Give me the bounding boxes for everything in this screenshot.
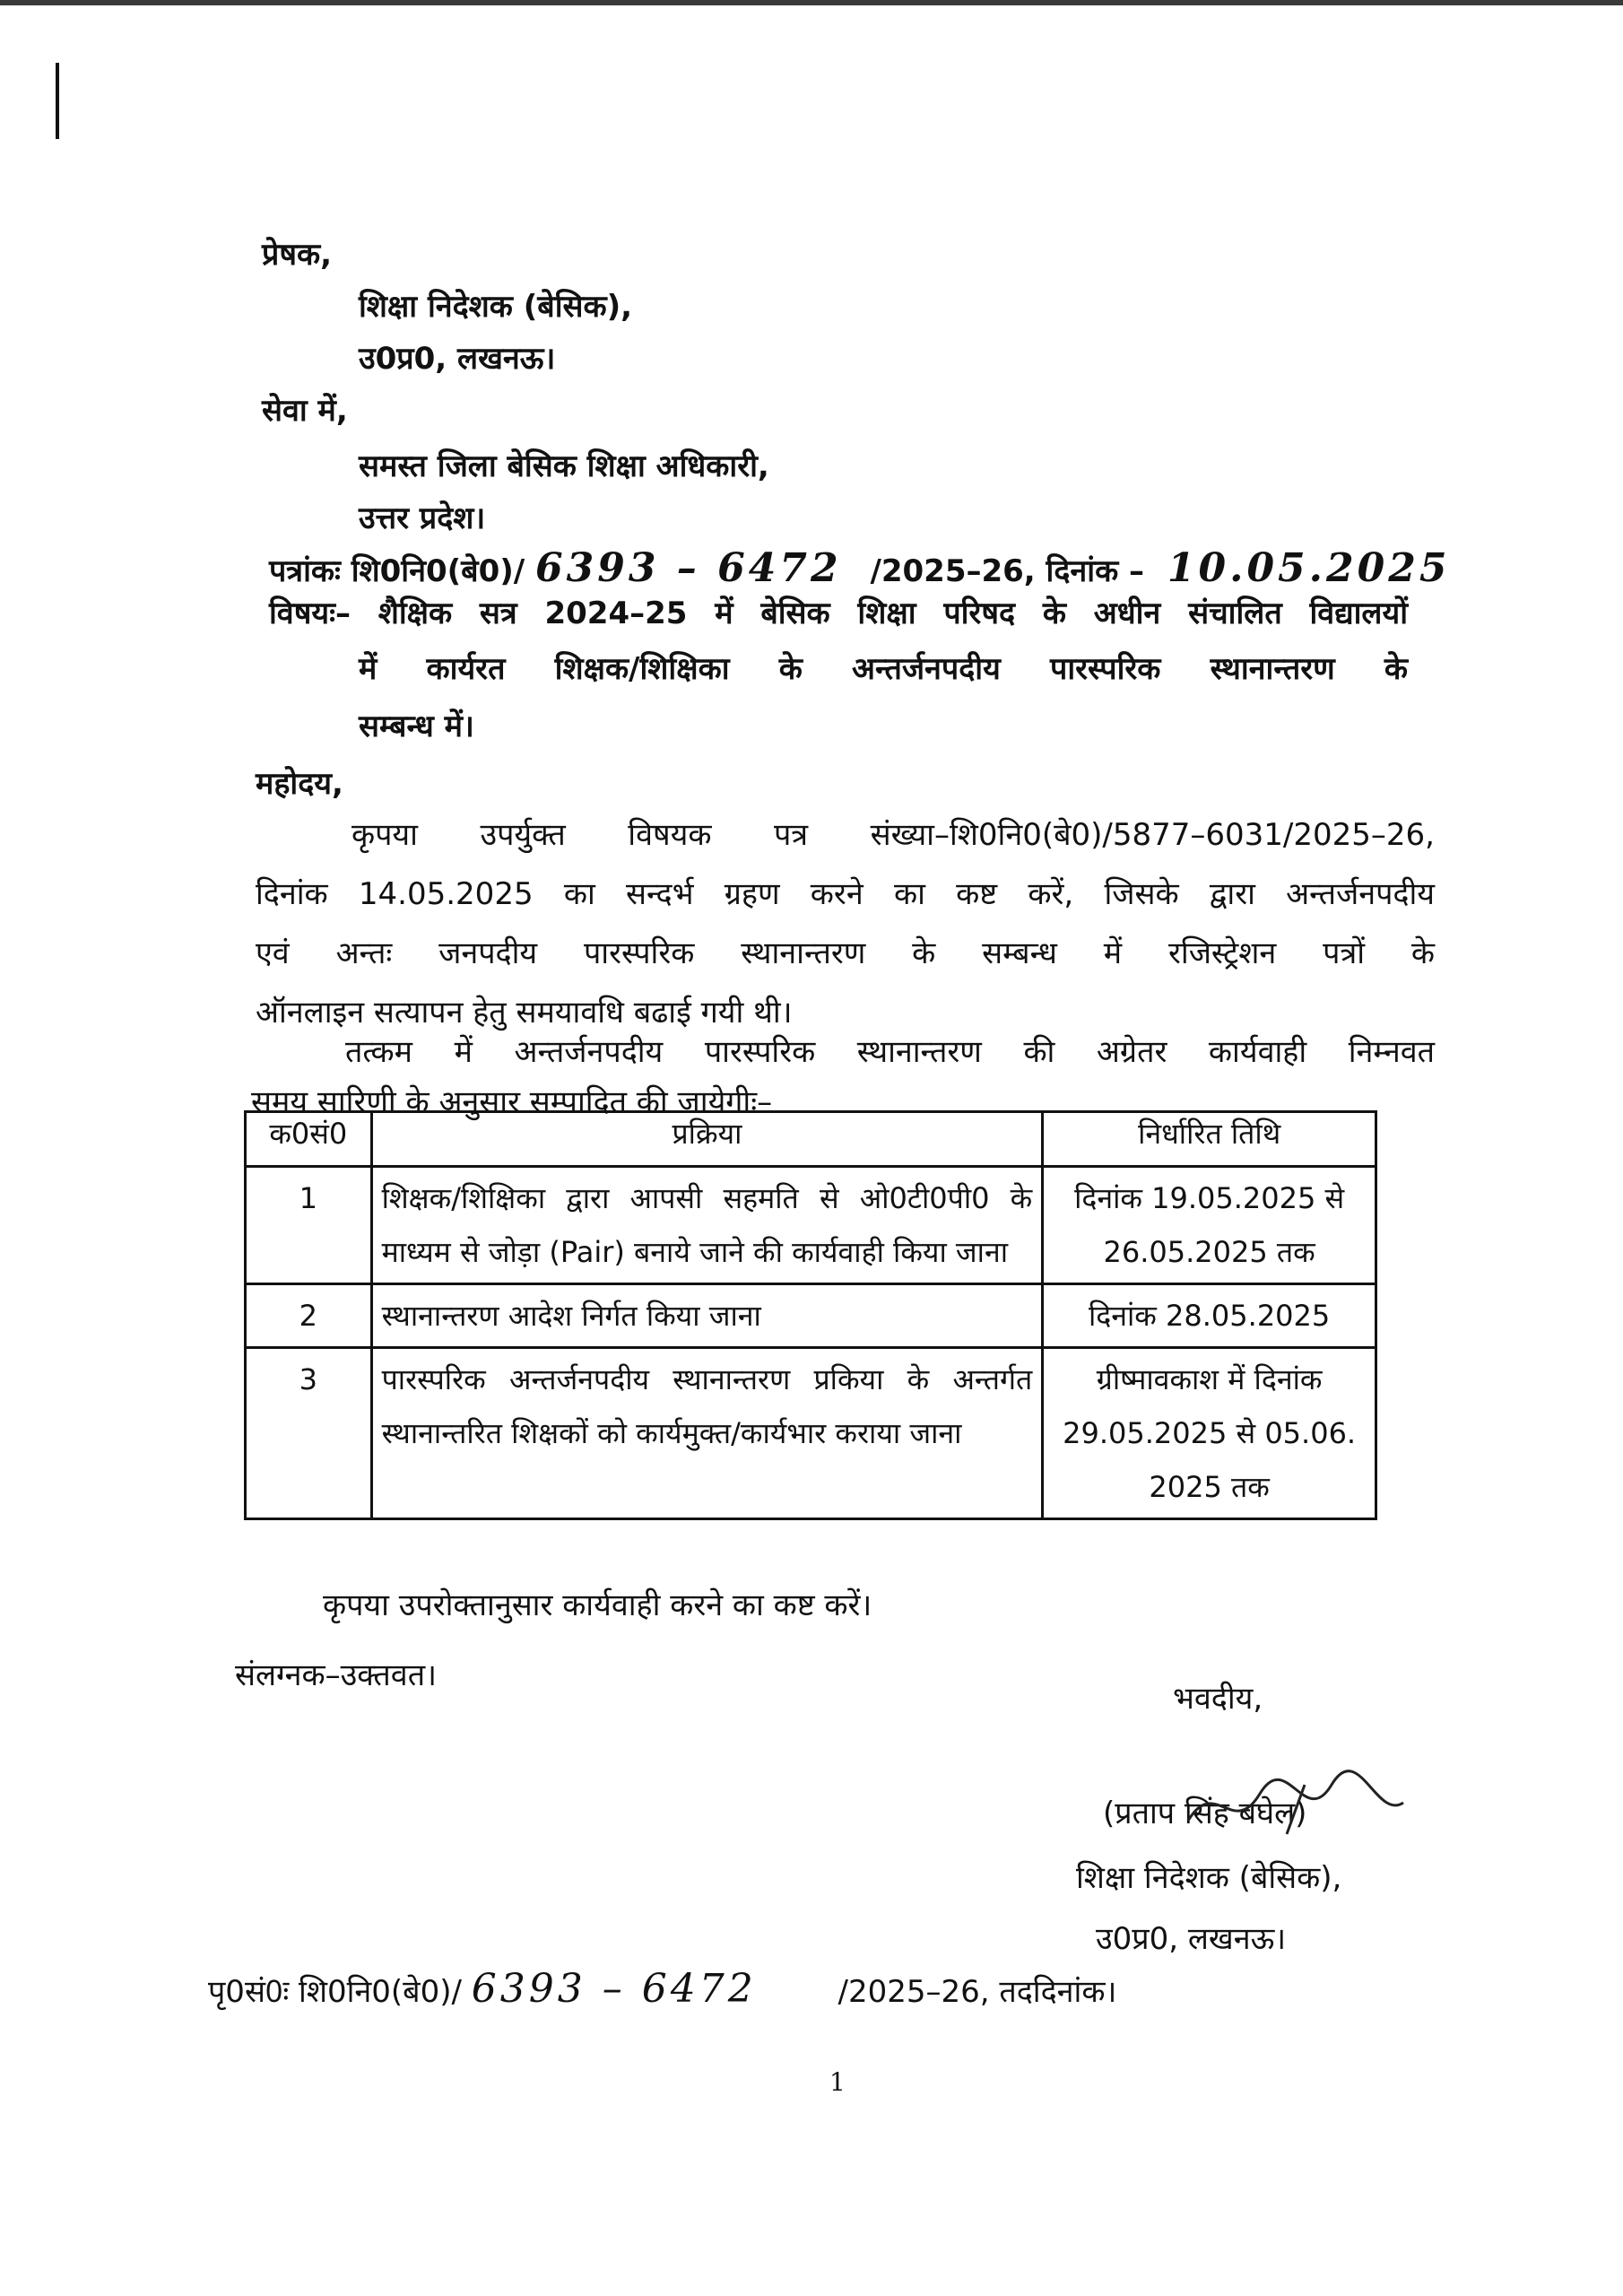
signatory-designation: शिक्षा निदेशक (बेसिक), xyxy=(1076,1860,1342,1896)
recipient-heading: सेवा में, xyxy=(262,393,348,429)
endorsement-handwritten-number: 6393 – 6472 xyxy=(471,1966,757,2012)
header-date: निर्धारित तिथि xyxy=(1043,1112,1376,1167)
header-serial: क0सं0 xyxy=(246,1112,372,1167)
reference-prefix: पत्रांकः शि0नि0(बे0)/ xyxy=(269,553,525,589)
subject-line-3: सम्बन्ध में। xyxy=(359,709,474,744)
signature-scribble xyxy=(1179,1767,1412,1848)
row-date: दिनांक 28.05.2025 xyxy=(1043,1284,1376,1348)
para2-line-1: तत्कम में अन्तर्जनपदीय पारस्परिक स्थानान्तरण की अग्रेतर कार्यवाही निम्नवत xyxy=(345,1034,1435,1070)
para1-line-3: एवं अन्तः जनपदीय पारस्परिक स्थानान्तरण के सम्बन्ध में रजिस्ट्रेशन पत्रों के xyxy=(256,935,1435,971)
signatory-place: उ0प्र0, लखनऊ। xyxy=(1096,1921,1287,1957)
subject-line-2: में कार्यरत शिक्षक/शिक्षिका के अन्तर्जनपदीय पारस्परिक स्थानान्तरण के xyxy=(359,651,1408,687)
recipient-name: समस्त जिला बेसिक शिक्षा अधिकारी, xyxy=(359,448,769,484)
page-number: 1 xyxy=(829,2067,846,2097)
sender-place: उ0प्र0, लखनऊ। xyxy=(359,341,556,377)
scan-top-edge xyxy=(0,0,1623,5)
sender-heading: प्रेषक, xyxy=(262,237,333,273)
reference-handwritten-date: 10.05.2025 xyxy=(1167,545,1451,591)
endorsement-line xyxy=(208,1966,1117,2012)
reference-middle: /2025–26, दिनांक – xyxy=(870,553,1145,589)
row-process: शिक्षक/शिक्षिका द्वारा आपसी सहमति से ओ0टी0पी0 के माध्यम से जोड़ा (Pair) बनाये जाने की कार्यवाही किया जाना xyxy=(371,1167,1043,1284)
subject-line-1: विषयः– शैक्षिक सत्र 2024–25 में बेसिक शिक्षा परिषद के अधीन संचालित विद्यालयों xyxy=(269,596,1408,631)
enclosure: संलग्नक–उक्तवत। xyxy=(235,1657,437,1693)
para2-line-2: समय सारिणी के अनुसार सम्पादित की जायेगीः– xyxy=(251,1084,773,1120)
signatory-name: (प्रताप सिंह बघेल) xyxy=(1103,1796,1307,1831)
closing-request: कृपया उपरोक्तानुसार कार्यवाही करने का कष्ट करें। xyxy=(323,1587,872,1623)
schedule-table xyxy=(244,1110,1377,1520)
table-row xyxy=(246,1348,1376,1519)
recipient-place: उत्तर प्रदेश। xyxy=(359,500,486,536)
reference-line xyxy=(269,545,1451,591)
row-process: स्थानान्तरण आदेश निर्गत किया जाना xyxy=(371,1284,1043,1348)
table-row xyxy=(246,1167,1376,1284)
table-row xyxy=(246,1284,1376,1348)
sender-name: शिक्षा निदेशक (बेसिक), xyxy=(359,289,633,325)
salutation: महोदय, xyxy=(256,766,343,802)
para1-line-1: कृपया उपर्युक्त विषयक पत्र संख्या–शि0नि0(बे0)/5877–6031/2025–26, xyxy=(352,817,1435,853)
row-serial: 2 xyxy=(246,1284,372,1348)
margin-pen-mark xyxy=(56,63,59,139)
header-process: प्रक्रिया xyxy=(371,1112,1043,1167)
row-serial: 3 xyxy=(246,1348,372,1519)
yours-faithfully: भवदीय, xyxy=(1173,1681,1263,1717)
para1-line-4: ऑनलाइन सत्यापन हेतु समयावधि बढाई गयी थी। xyxy=(256,995,793,1031)
endorsement-suffix: /2025–26, तददिनांक। xyxy=(838,1974,1117,2010)
para1-line-2: दिनांक 14.05.2025 का सन्दर्भ ग्रहण करने का कष्ट करें, जिसके द्वारा अन्तर्जनपदीय xyxy=(256,876,1435,912)
row-serial: 1 xyxy=(246,1167,372,1284)
reference-handwritten-number: 6393 – 6472 xyxy=(535,545,842,591)
table-header-row xyxy=(246,1112,1376,1167)
endorsement-prefix: पृ0सं0ः शि0नि0(बे0)/ xyxy=(208,1974,462,2010)
row-date: दिनांक 19.05.2025 से 26.05.2025 तक xyxy=(1043,1167,1376,1284)
row-date: ग्रीष्मावकाश में दिनांक 29.05.2025 से 05.06. 2025 तक xyxy=(1043,1348,1376,1519)
row-process: पारस्परिक अन्तर्जनपदीय स्थानान्तरण प्रकिया के अन्तर्गत स्थानान्तरित शिक्षकों को कार्यमुक्त/कार्यभार कराया जाना xyxy=(371,1348,1043,1519)
